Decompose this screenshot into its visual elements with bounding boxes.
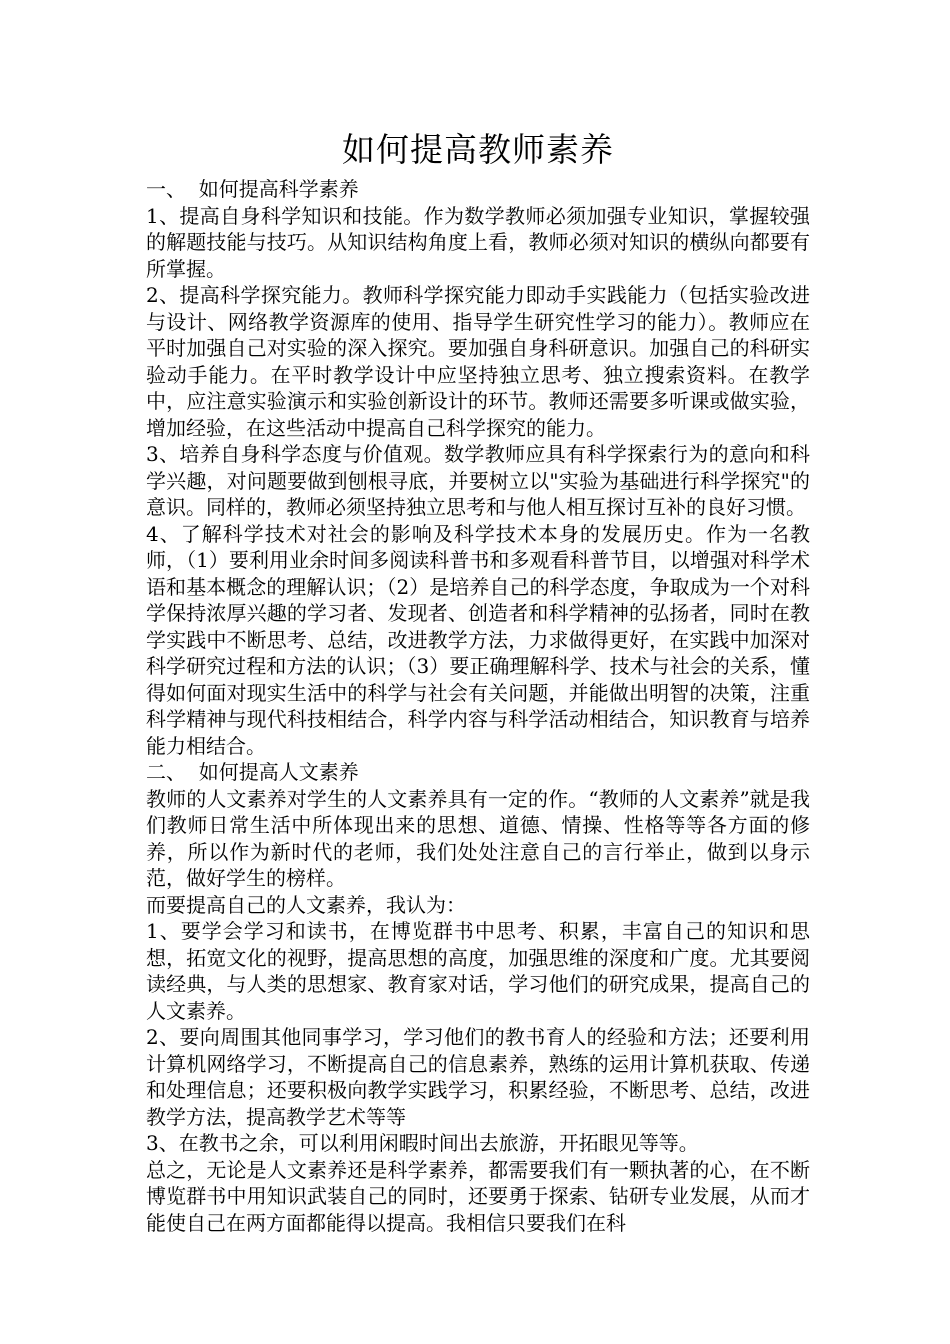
section-heading: 二、 如何提高人文素养: [146, 760, 359, 784]
paragraph: 1、要学会学习和读书，在博览群书中思考、积累，丰富自己的知识和思想，拓宽文化的视野，提高思想的高度，加强思维的深度和广度。尤其要阅读经典，与人类的思想家、教育家对话，学习他们的研究成果，提高自己的人文素养。: [146, 919, 810, 1023]
paragraph: 而要提高自己的人文素养，我认为：: [146, 892, 466, 917]
paragraph: 1、提高自身科学知识和技能。作为数学教师必须加强专业知识，掌握较强的解题技能与技巧。从知识结构角度上看，教师必须对知识的横纵向都要有所掌握。: [146, 203, 810, 281]
paragraph: 教师的人文素养对学生的人文素养具有一定的作。“教师的人文素养”就是我们教师日常生活中所体现出来的思想、道德、情操、性格等等各方面的修养，所以作为新时代的老师，我们处处注意自己的言行举止，做到以身示范，做好学生的榜样。: [146, 786, 810, 890]
paragraph: 2、提高科学探究能力。教师科学探究能力即动手实践能力（包括实验改进与设计、网络教学资源库的使用、指导学生研究性学习的能力）。教师应在平时加强自己对实验的深入探究。要加强自身科研意识。加强自己的科研实验动手能力。在平时教学设计中应坚持独立思考、独立搜索资料。在教学中，应注意实验演示和实验创新设计的环节。教师还需要多听课或做实验，增加经验，在这些活动中提高自己科学探究的能力。: [146, 283, 810, 440]
paragraph: 3、培养自身科学态度与价值观。数学教师应具有科学探索行为的意向和科学兴趣，对问题要做到刨根寻底，并要树立以"实验为基础进行科学探究"的意识。同样的，教师必须坚持独立思考和与他人相互探讨互补的良好习惯。: [146, 442, 810, 519]
document-page: [146, 128, 810, 1236]
paragraph: 4、了解科学技术对社会的影响及科学技术本身的发展历史。作为一名教师，（1）要利用业余时间多阅读科普书和多观看科普节目，以增强对科学术语和基本概念的理解认识；（2）是培养自己的科学态度，争取成为一个对科学保持浓厚兴趣的学习者、发现者、创造者和科学精神的弘扬者，同时在教学实践中不断思考、总结，改进教学方法，力求做得更好，在实践中加深对科学研究过程和方法的认识；（3）要正确理解科学、技术与社会的关系，懂得如何面对现实生活中的科学与社会有关问题，并能做出明智的决策，注重科学精神与现代科技相结合，科学内容与科学活动相结合，知识教育与培养能力相结合。: [146, 521, 810, 758]
paragraph: 3、在教书之余，可以利用闲暇时间出去旅游，开拓眼见等等。: [146, 1131, 699, 1155]
paragraph: 总之，无论是人文素养还是科学素养，都需要我们有一颗执著的心，在不断博览群书中用知识武装自己的同时，还要勇于探索、钻研专业发展，从而才能使自己在两方面都能得以提高。我相信只要我们在科: [146, 1157, 810, 1235]
section-science-literacy: [146, 176, 810, 759]
section-humanities-literacy: [146, 759, 810, 1236]
document-title: 如何提高教师素养: [342, 130, 614, 169]
section-heading: 一、 如何提高科学素养: [146, 177, 359, 201]
paragraph: 2、要向周围其他同事学习，学习他们的教书育人的经验和方法；还要利用计算机网络学习，不断提高自己的信息素养，熟练的运用计算机获取、传递和处理信息；还要积极向教学实践学习，积累经验，不断思考、总结，改进教学方法，提高教学艺术等等: [146, 1025, 810, 1129]
